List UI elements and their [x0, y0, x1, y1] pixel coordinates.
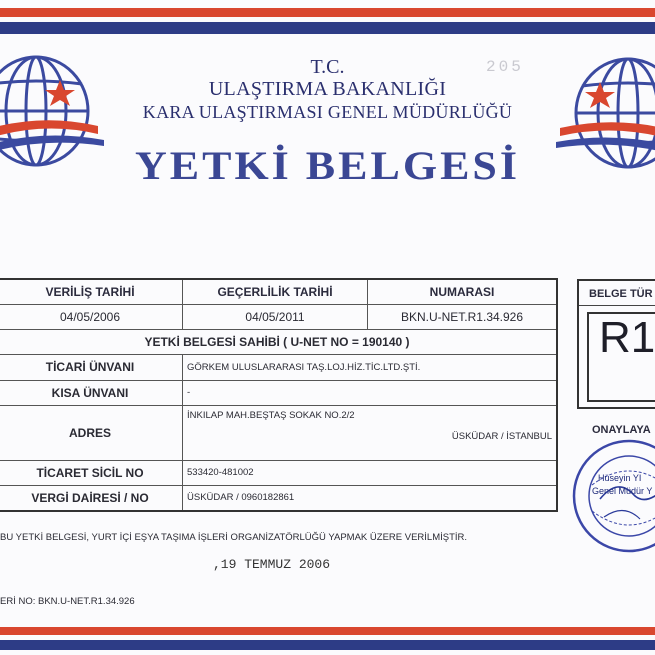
short-name-label: KISA ÜNVANI: [0, 380, 183, 405]
bottom-blue-stripe: [0, 640, 655, 650]
date-stamp: ,19 TEMMUZ 2006: [213, 557, 331, 572]
table-row: [0, 405, 557, 460]
address-label: ADRES: [0, 405, 183, 460]
table-row: [0, 355, 557, 380]
header-directorate: KARA ULAŞTIRMASI GENEL MÜDÜRLÜĞÜ: [142, 102, 513, 122]
trade-registry-label: TİCARET SİCİL NO: [0, 460, 183, 485]
trade-registry-value: 533420-481002: [183, 460, 558, 485]
table-row: [0, 460, 557, 485]
address-city: ÜSKÜDAR / İSTANBUL: [451, 430, 552, 442]
document-title: YETKİ BELGESİ: [134, 142, 521, 189]
issue-date-header: VERİLİŞ TARİHİ: [0, 279, 183, 305]
number-header: NUMARASI: [368, 279, 558, 305]
certificate-table: [0, 278, 558, 512]
holder-banner-row: [0, 330, 557, 355]
table-value-row: [0, 305, 557, 330]
official-seal-stamp: [570, 437, 655, 555]
issue-date-value: 04/05/2006: [0, 305, 183, 330]
holder-banner: YETKİ BELGESİ SAHİBİ ( U-NET NO = 190140 ): [0, 330, 557, 355]
bottom-red-stripe: [0, 627, 655, 635]
trade-name-label: TİCARİ ÜNVANI: [0, 355, 183, 380]
table-row: [0, 380, 557, 405]
certificate-statement: BU YETKİ BELGESİ, YURT İÇİ EŞYA TAŞIMA İŞLERİ ORGANİZATÖRLÜĞÜ YAPMAK ÜZERE VERİLMİŞTİR.: [0, 532, 468, 543]
certificate-number-value: BKN.U-NET.R1.34.926: [368, 305, 558, 330]
faint-serial-number: 205: [486, 58, 524, 76]
table-row: [0, 485, 557, 511]
certificate-serial-number: ERİ NO: BKN.U-NET.R1.34.926: [0, 596, 135, 607]
table-header-row: [0, 279, 557, 305]
header-ministry: ULAŞTIRMA BAKANLIĞI: [208, 78, 447, 100]
validity-date-header: GEÇERLİLİK TARİHİ: [183, 279, 368, 305]
top-blue-stripe: [0, 22, 655, 34]
signer-role: Genel Müdür Y: [592, 486, 653, 496]
address-cell: [183, 405, 558, 460]
tax-office-value: ÜSKÜDAR / 0960182861: [183, 485, 558, 511]
certificate-type-heading: BELGE TÜR: [589, 288, 653, 300]
header-tc: T.C.: [310, 56, 345, 78]
certificate-type-box: [577, 279, 655, 409]
divider: [579, 305, 655, 306]
address-street: İNKILAP MAH.BEŞTAŞ SOKAK NO.2/2: [187, 409, 355, 421]
trade-name-value: GÖRKEM ULUSLARARASI TAŞ.LOJ.HİZ.TİC.LTD.ŞTİ.: [183, 355, 558, 380]
approval-label: ONAYLAYA: [592, 424, 651, 436]
certificate-type-value: R1: [599, 313, 655, 362]
short-name-value: -: [183, 380, 558, 405]
validity-date-value: 04/05/2011: [183, 305, 368, 330]
signer-name: Hüseyin YI: [598, 473, 642, 483]
top-red-stripe: [0, 8, 655, 17]
tax-office-label: VERGİ DAİRESİ / NO: [0, 485, 183, 511]
